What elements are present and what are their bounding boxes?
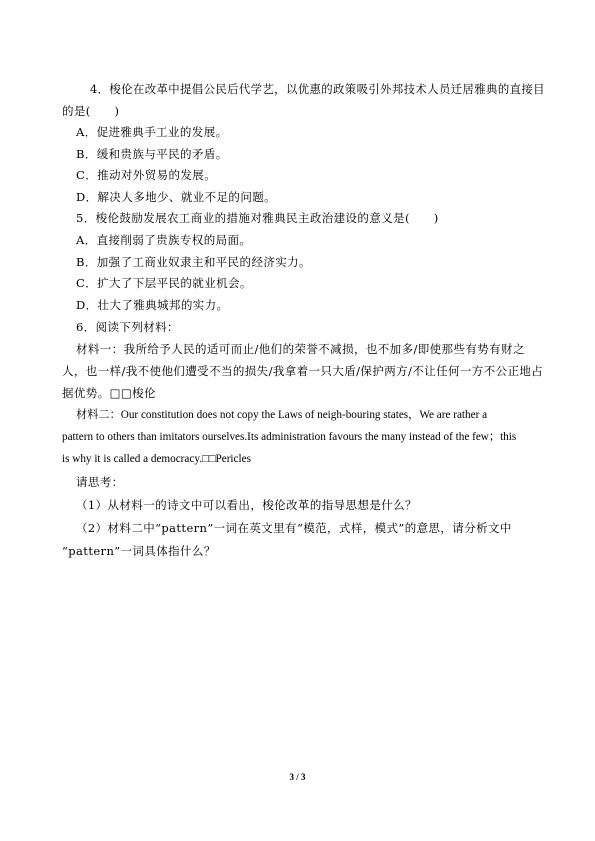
q4-option-d: D．解决人多地少、就业不足的问题。	[76, 190, 277, 204]
q6-stem: 6．阅读下列材料：	[76, 320, 179, 334]
q5-option-b: B．加强了工商业奴隶主和平民的经济实力。	[76, 255, 311, 269]
q4-option-c: C．推动对外贸易的发展。	[76, 168, 217, 182]
material2-line3: is why it is called a democracy.□□Pericles	[62, 453, 251, 465]
sub-question-2-line2: “pattern”一词具体指什么？	[62, 544, 216, 558]
sub-question-1: （1）从材料一的诗文中可以看出，梭伦改革的指导思想是什么？	[76, 498, 417, 512]
q5-stem: 5．梭伦鼓励发展农工商业的措施对雅典民主政治建设的意义是( )	[76, 211, 439, 225]
q4-option-a: A．促进雅典手工业的发展。	[76, 125, 228, 139]
q4-stem-line1: 4．梭伦在改革中提倡公民后代学艺，以优惠的政策吸引外邦技术人员迁居雅典的直接目	[90, 82, 545, 96]
q5-option-d: D．壮大了雅典城邦的实力。	[76, 298, 229, 312]
page-number: 3 / 3	[289, 772, 306, 782]
material2-line1: 材料二：Our constitution does not copy the Laws of neigh-bouring states，We are rather a	[76, 409, 488, 421]
q5-option-c: C．扩大了下层平民的就业机会。	[76, 276, 252, 290]
q5-option-a: A．直接削弱了贵族专权的局面。	[76, 233, 252, 247]
material1-line1: 材料一：我所给予人民的适可而止/他们的荣誉不减损，也不加多/即使那些有势有财之	[76, 342, 525, 356]
material2-line2: pattern to others than imitators ourselves.Its administration favours the many instead of the few；this	[62, 431, 517, 443]
sub-question-2-line1: （2）材料二中“pattern”一词在英文里有“模范，式样，模式”的意思，请分析文中	[76, 521, 512, 535]
material1-line3: 据优势。□□梭伦	[62, 386, 156, 400]
q4-option-b: B．缓和贵族与平民的矛盾。	[76, 147, 228, 161]
q4-stem-line2: 的是( )	[62, 104, 120, 118]
material1-line2: 人，也一样/我不使他们遭受不当的损失/我拿着一只大盾/保护两方/不让任何一方不公正地占	[62, 364, 544, 378]
think-prompt: 请思考：	[76, 475, 124, 489]
